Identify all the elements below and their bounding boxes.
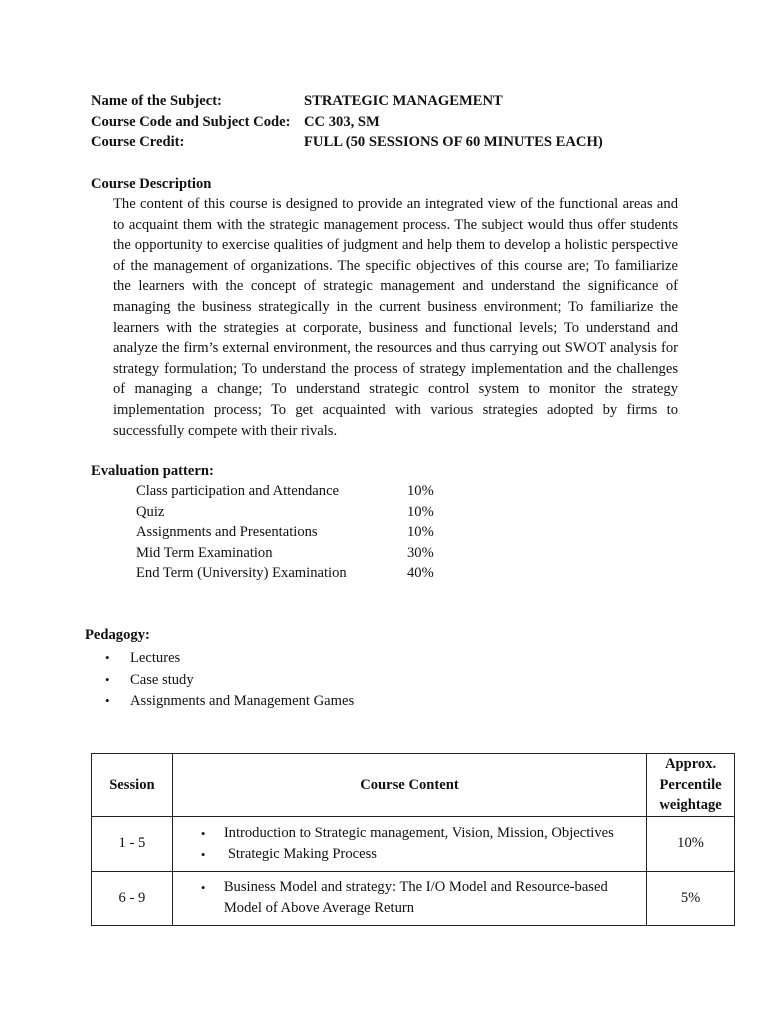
evaluation-item-value: 40% xyxy=(407,565,434,582)
bullet-icon: • xyxy=(200,825,206,841)
subject-name-label: Name of the Subject: xyxy=(91,93,222,109)
pedagogy-item xyxy=(105,690,354,712)
course-description-heading: Course Description xyxy=(91,176,212,192)
evaluation-item xyxy=(136,563,434,584)
evaluation-item-value: 10% xyxy=(407,483,434,499)
pedagogy-heading: Pedagogy: xyxy=(85,627,150,643)
subject-name-value: STRATEGIC MANAGEMENT xyxy=(304,93,503,109)
pedagogy-list xyxy=(105,647,354,712)
evaluation-item xyxy=(136,481,434,502)
course-content-header: Course Content xyxy=(172,754,646,817)
weightage-header-line: Approx. xyxy=(664,756,717,772)
evaluation-item-value: 10% xyxy=(407,524,434,541)
bullet-icon: • xyxy=(105,693,110,709)
content-bullet-item xyxy=(201,823,646,844)
evaluation-item-name: Class participation and Attendance xyxy=(136,483,340,499)
evaluation-item-name: End Term (University) Examination xyxy=(136,565,347,582)
bullet-icon: • xyxy=(105,650,110,665)
pedagogy-item xyxy=(105,669,354,691)
content-cell xyxy=(172,871,646,925)
evaluation-item-name: Mid Term Examination xyxy=(136,544,273,561)
content-cell xyxy=(172,816,646,871)
session-cell: 1 - 5 xyxy=(92,816,173,871)
course-code-row xyxy=(91,112,380,132)
pedagogy-item-label: Assignments and Management Games xyxy=(130,693,355,710)
table-header-row xyxy=(92,754,735,817)
course-code-value: CC 303, SM xyxy=(304,114,380,130)
table-row xyxy=(92,871,735,925)
course-credit-value: FULL (50 SESSIONS OF 60 MINUTES EACH) xyxy=(304,134,603,150)
course-credit-label: Course Credit: xyxy=(91,134,185,150)
bullet-icon: • xyxy=(105,671,110,687)
course-code-label: Course Code and Subject Code: xyxy=(91,114,291,130)
pedagogy-item-label: Case study xyxy=(130,671,194,688)
pedagogy-item xyxy=(105,647,354,669)
evaluation-item-name: Quiz xyxy=(136,503,165,520)
evaluation-item-value: 30% xyxy=(407,544,434,561)
weightage-header-line: Percentile xyxy=(659,776,722,793)
content-bullet-list xyxy=(173,877,646,919)
evaluation-heading: Evaluation pattern: xyxy=(91,463,214,479)
content-bullet-text: Introduction to Strategic management, Vision, Mission, Objectives xyxy=(223,824,614,841)
evaluation-item xyxy=(136,502,434,523)
evaluation-list xyxy=(136,481,434,584)
evaluation-item-name: Assignments and Presentations xyxy=(136,524,318,541)
evaluation-item xyxy=(136,522,434,543)
content-bullet-item xyxy=(201,877,646,919)
bullet-icon: • xyxy=(200,846,206,862)
evaluation-item-value: 10% xyxy=(407,503,434,520)
subject-name-row xyxy=(91,91,503,111)
weightage-header-line: weightage xyxy=(659,797,722,813)
pedagogy-item-label: Lectures xyxy=(130,650,181,666)
course-content-table xyxy=(91,753,735,926)
evaluation-item xyxy=(136,543,434,564)
weightage-cell: 10% xyxy=(647,816,735,871)
weightage-cell: 5% xyxy=(647,871,735,925)
bullet-icon: • xyxy=(200,880,206,895)
session-header: Session xyxy=(92,754,173,817)
content-bullet-list xyxy=(173,823,646,865)
content-bullet-text: Business Model and strategy: The I/O Model and Resource-based Model of Above Average Return xyxy=(223,879,608,916)
session-cell: 6 - 9 xyxy=(92,871,173,925)
course-credit-row xyxy=(91,132,603,152)
content-bullet-item xyxy=(201,844,646,865)
table-row xyxy=(92,816,735,871)
content-bullet-text: Strategic Making Process xyxy=(227,845,377,862)
course-description-text: The content of this course is designed to provide an integrated view of the functional areas and to acquaint them with the strategic management process. The subject would thus offer students the opportunity to exercise qualities of judgment and help them to develop a holistic perspective of the management of organizations. The specific objectives of this course are; To familiarize the learners with the concept of strategic management and understand the significance of managing the business strategically in the current business environment; To familiarize the learners with the strategies at corporate, business and functional levels; To understand and analyze the firm’s external environment, the resources and thus carrying out SWOT analysis for strategy formulation; To understand the process of strategy implementation and the challenges of managing a change; To understand strategic control system to monitor the strategy implementation process; To get acquainted with various strategies adopted by firms to successfully compete with their rivals. xyxy=(113,196,678,439)
weightage-header xyxy=(647,754,735,817)
